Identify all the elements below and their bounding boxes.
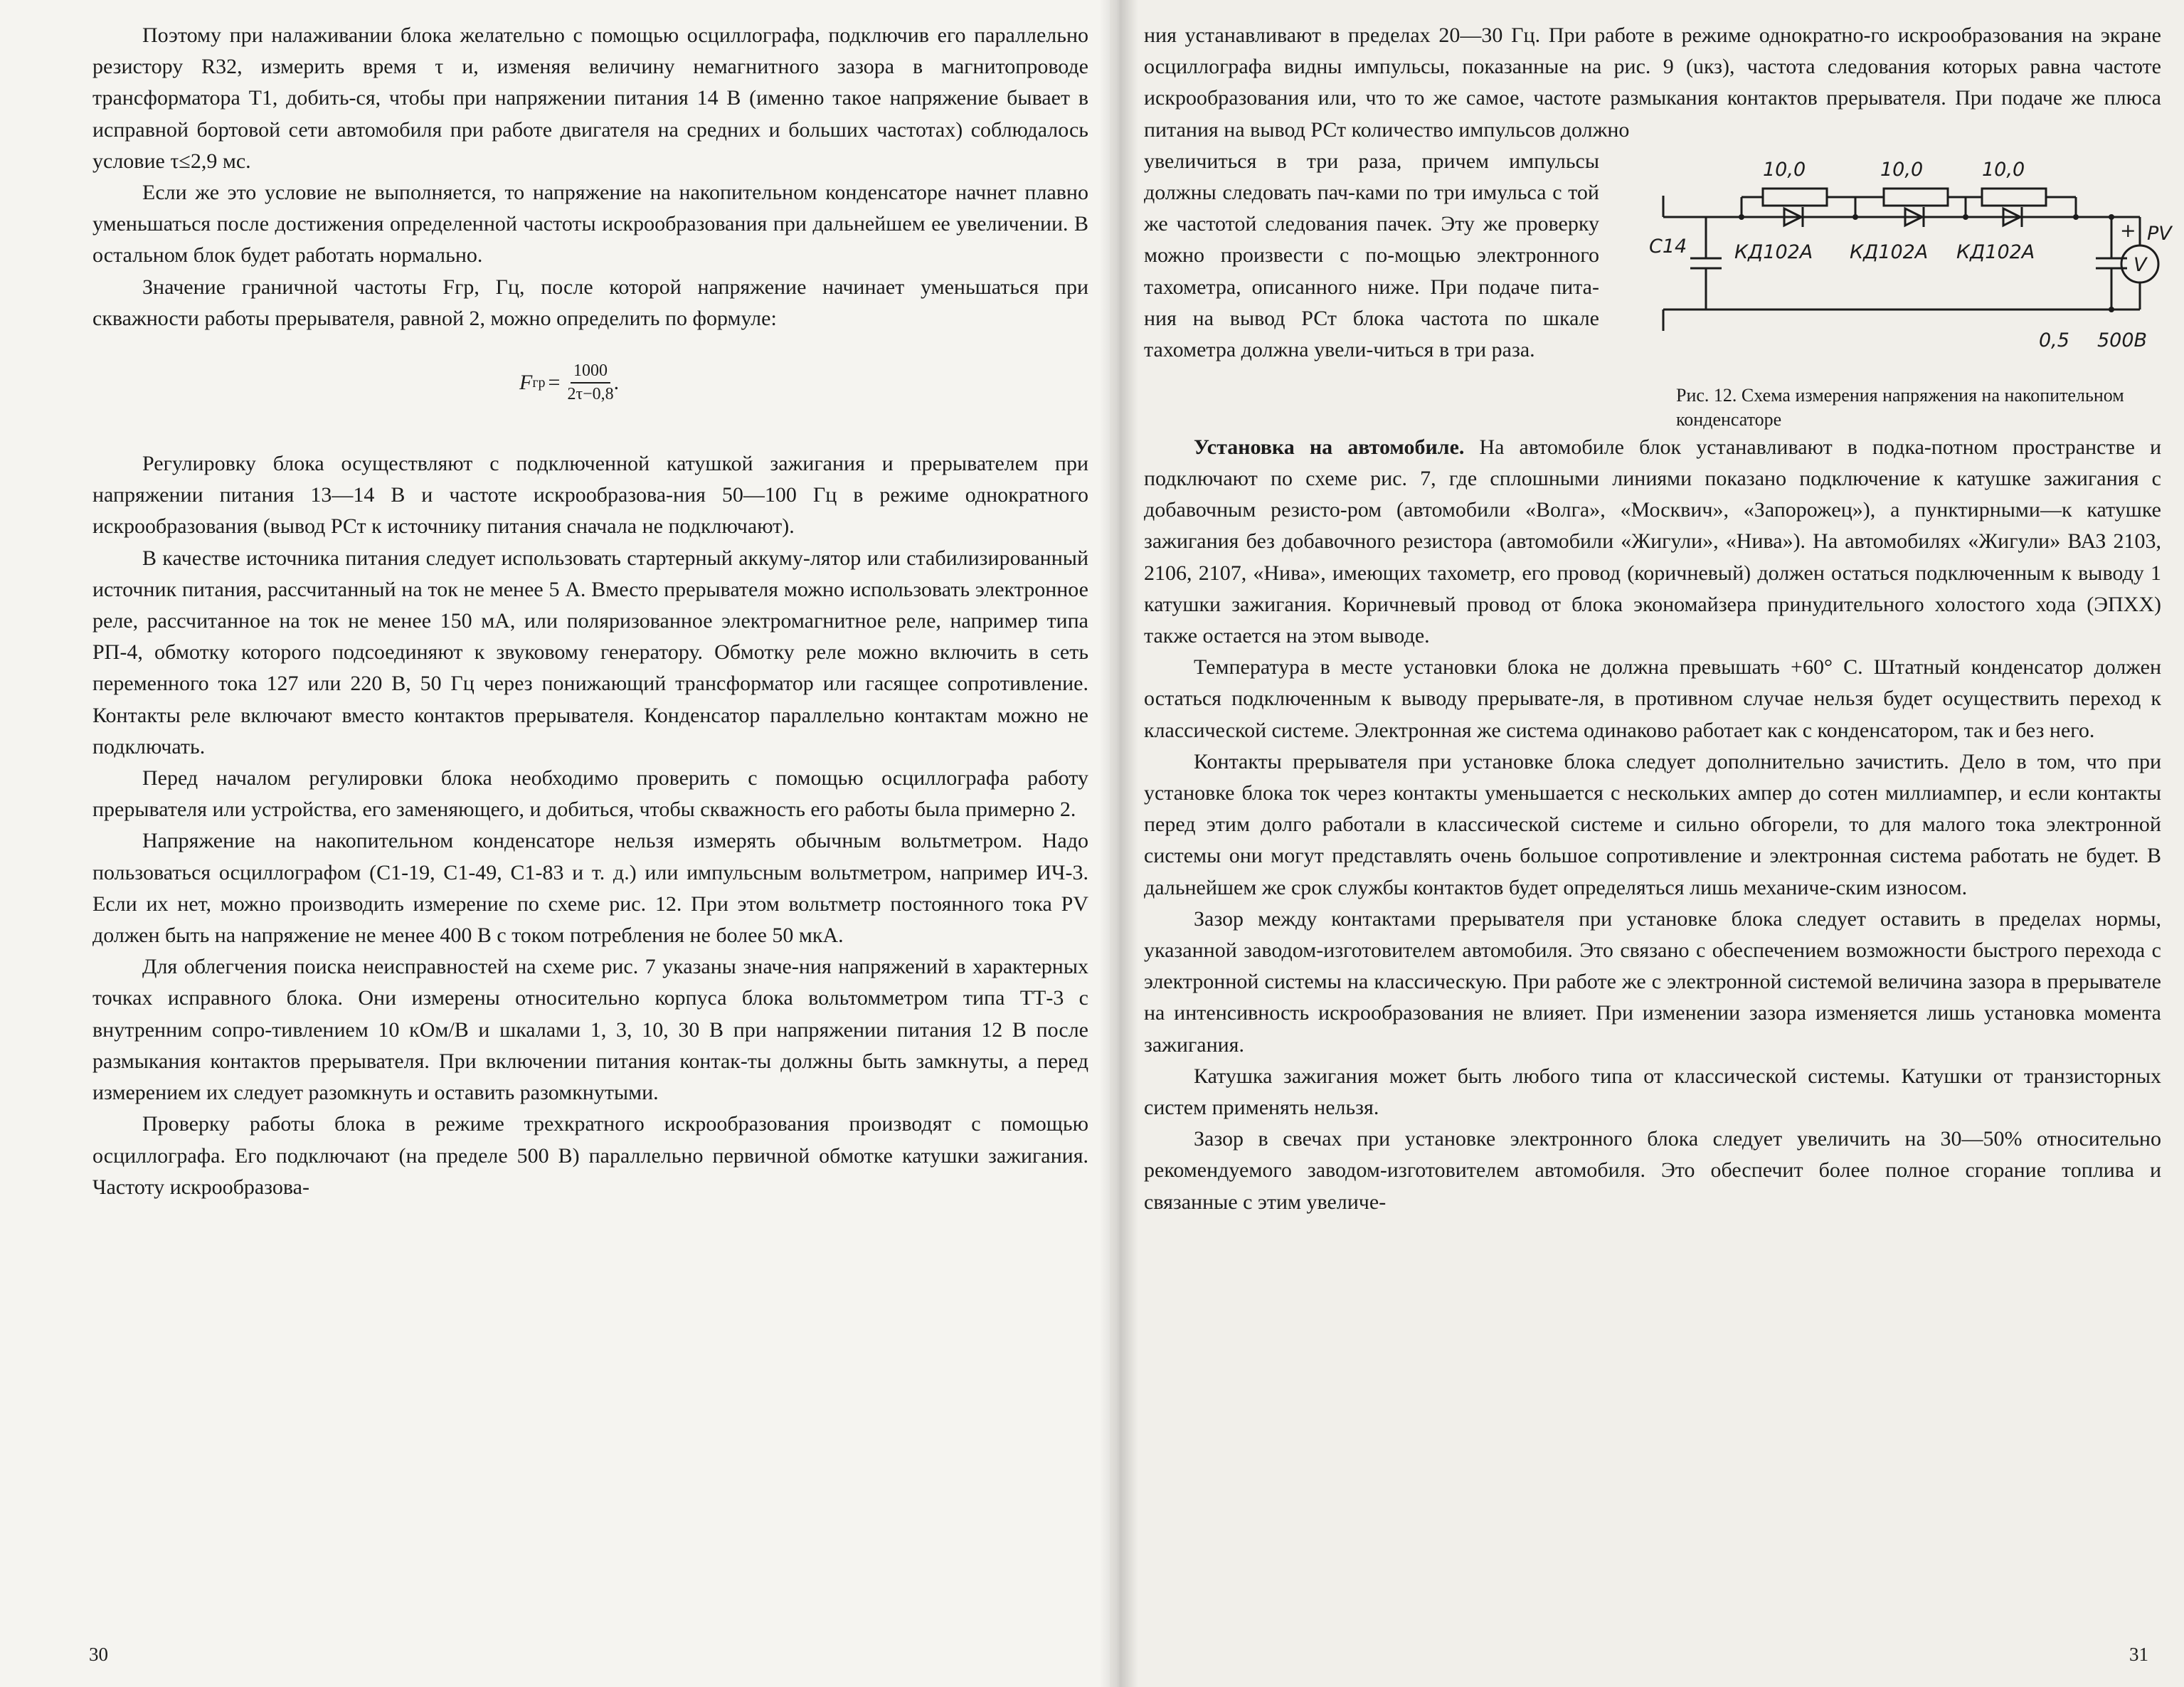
formula-expression: [519, 361, 619, 404]
plus-terminal-label: +: [2120, 219, 2136, 242]
figure-wrap-area: [1144, 146, 2172, 432]
circuit-diagram: [1649, 146, 2172, 374]
resistor-label: 10,0: [1982, 158, 2025, 181]
formula-lhs-subscript: гр: [532, 374, 546, 391]
paragraph: ния устанавливают в пределах 20—30 Гц. При работе в режиме однократно-го искрообразования на экране осциллографа видны импульсы, показанные на рис. 9 (uкз), частота следования которых равна частоте искрообразования или, что то же самое, частоте размыкания контактов прерывателя. При подаче же плюса питания на вывод РСт количество импульсов должно: [1144, 23, 2161, 142]
paragraph: Значение граничной частоты Fгр, Гц, после которой напряжение начинает уменьшаться при скважности работы прерывателя, равной 2, можно определить по формуле:: [92, 275, 1088, 330]
paragraph: Зазор между контактами прерывателя при установке блока следует оставить в пределах нормы, указанной заводом-изготовителем автомобиля. Это связано с обеспечением возможности быстрого перехода с электронной системы на классическую. При работе же с электронной системой величина зазора в прерывателе на интенсивность искрообразования не влияет. При изменении зазора изменяется лишь установка момента зажигания.: [1144, 906, 2161, 1057]
formula-equals: =: [548, 371, 561, 395]
diode-label: КД102А: [1850, 240, 1929, 263]
section-heading: Установка на автомобиле.: [1194, 435, 1465, 459]
diode-label: КД102А: [1956, 240, 2035, 263]
paragraph: Катушка зажигания может быть любого типа от классической системы. Катушки от транзисторных систем применять нельзя.: [1144, 1064, 2161, 1120]
paragraph: Напряжение на накопительном конденсаторе нельзя измерять обычным вольтметром. Надо пользоваться осциллографом (С1-19, С1-49, С1-83 и т. д.) или импульсным вольтметром, например ИЧ-3. Если их нет, можно производить измерение по схеме рис. 12. При этом вольтметр постоянного тока PV должен быть на напряжение не менее 400 В с током потребления не более 50 мкА.: [92, 829, 1088, 948]
paragraph: Температура в месте установки блока не должна превышать +60° С. Штатный конденсатор должен остаться подключенным к выводу прерывате-ля, в противном случае нельзя будет осуществить переход к классической системе. Электронная же система одинаково работает как с конденсатором, так и без него.: [1144, 655, 2161, 742]
page-number: 31: [2129, 1644, 2148, 1665]
diode-label: КД102А: [1734, 240, 1813, 263]
paragraph: Проверку работы блока в режиме трехкратного искрообразования производят с помощью осциллографа. Его подключают (на пределе 500 В) параллельно первичной обмотке катушки зажигания. Частоту искрообразова-: [92, 1112, 1088, 1199]
right-text-column: [1144, 20, 2172, 1218]
formula: [92, 347, 1088, 433]
formula-end: .: [613, 371, 620, 395]
paragraph: увеличиться в три раза, причем импульсы должны следовать пач-ками по три имульса с той же частотой следования пачек. Эту же проверку можно произвести с по-мощью электронного тахометра, описанного ниже. При подаче пита-ния на вывод РСт блока частота по шкале тахометра должна увели-читься в три раза.: [1144, 149, 1599, 362]
paragraph-text: На автомобиле блок устанавливают в подка-потном пространстве и подключают по схеме рис. 7, где сплошными линиями показано подключение к катушке зажигания с добавочным резисто-ром (автомобили «Волга», «Москвич», «Запорожец»), а пунктирными—к катушке зажигания без добавочного резистора (автомобили «Жигули», «Нива»). На автомобилях «Жигули» ВАЗ 2103, 2106, 2107, «Нива», имеющих тахометр, его провод (коричневый) должен остаться подключенным к выводу 1 катушки зажигания. Коричневый провод от блока экономайзера принудительного холостого хода (ЭПХХ) также остается на этом выводе.: [1144, 435, 2162, 648]
voltmeter-icon: V: [2133, 253, 2147, 276]
paragraph: Для облегчения поиска неисправностей на схеме рис. 7 указаны значе-ния напряжений в характерных точках исправного блока. Они измерены относительно корпуса блока вольтомметром типа ТТ-3 с внутренним сопро-тивлением 10 кОм/В и шкалами 1, 3, 10, 30 В при напряжении питания 12 В после размыкания контактов прерывателя. При включении питания контак-ты должны быть замкнуты, а перед измерением их следует разомкнуть и оставить разомкнутыми.: [92, 955, 1088, 1105]
meter-ref-label: PV: [2147, 222, 2172, 245]
voltage-rating-label: 500В: [2097, 329, 2148, 351]
figure-12: [1649, 146, 2172, 432]
paragraph: Если же это условие не выполняется, то напряжение на накопительном конденсаторе начнет плавно уменьшаться после достижения определенной частоты искрообразования при дальнейшем ее увеличении. В остальном блок будет работать нормально.: [92, 181, 1088, 268]
page-number: 30: [89, 1644, 108, 1665]
paragraph: Контакты прерывателя при установке блока следует дополнительно зачистить. Дело в том, что при установке блока ток через контакты уменьшается с нескольких ампер до сотен миллиампер, и если контакты перед этим долго работали в классической системе и сильно обгорели, то для малого тока электронной системы они могут представлять очень большое сопротивление и электронная система работать не будет. В дальнейшем же срок службы контактов будет определяться лишь механиче-ским износом.: [1144, 749, 2161, 899]
paragraph: В качестве источника питания следует использовать стартерный аккуму-лятор или стабилизированный источник питания, рассчитанный на ток не менее 5 А. Вместо прерывателя можно использовать электронное реле, рассчитанное на ток не менее 150 мА, или поляризованное электромагнитное реле, например типа РП-4, обмотку которого подсоединяют к звуковому генератору. Обмотку реле можно включить в сеть переменного тока 127 или 220 В, 50 Гц через понижающий трансформатор или гасящее сопротивление. Контакты реле включают вместо контактов прерывателя. Конденсатор параллельно контактам можно не подключать.: [92, 546, 1088, 758]
wrap-text-block: [1144, 146, 1599, 432]
paragraph: Перед началом регулировки блока необходимо проверить с помощью осциллографа работу прерывателя или устройства, его заменяющего, и добиться, чтобы скважность его работы была примерно 2.: [92, 766, 1088, 822]
book-gutter-shadow: [1099, 0, 1138, 1687]
paragraph: Регулировку блока осуществляют с подключенной катушкой зажигания и прерывателем при напряжении питания 13—14 В и частоте искрообразова-ния 50—100 Гц в режиме однократного искрообразования (вывод РСт к источнику питания сначала не подключают).: [92, 452, 1088, 539]
paragraph: Поэтому при налаживании блока желательно с помощью осциллографа, подключив его параллельно резистору R32, измерить время τ и, изменяя величину немагнитного зазора в магнитопроводе трансформатора T1, добить-ся, чтобы при напряжении питания 14 В (именно такое напряжение бывает в исправной бортовой сети автомобиля при работе двигателя на средних и больших частотах) соблюдалось условие τ≤2,9 мс.: [92, 23, 1088, 173]
resistor-label: 10,0: [1763, 158, 1806, 181]
formula-denominator: 2τ−0,8: [567, 385, 614, 404]
capacitor-value-label: 0,5: [2039, 329, 2069, 351]
capacitor-ref-label: С14: [1649, 235, 1687, 258]
paragraph: Зазор в свечах при установке электронного блока следует увеличить на 30—50% относительно рекомендуемого заводом-изготовителем автомобиля. Это обеспечит более полное сгорание топлива и связанные с этим увеличе-: [1144, 1127, 2161, 1214]
formula-lhs: F: [519, 371, 533, 395]
figure-caption: Рис. 12. Схема измерения напряжения на накопительном конденсаторе: [1676, 384, 2124, 430]
right-page: [1110, 0, 2184, 1687]
resistor-label: 10,0: [1880, 158, 1924, 181]
formula-fraction: [567, 361, 613, 404]
left-text-column: [92, 20, 1088, 1203]
paragraph: [1144, 432, 2161, 652]
formula-numerator: 1000: [571, 361, 610, 384]
